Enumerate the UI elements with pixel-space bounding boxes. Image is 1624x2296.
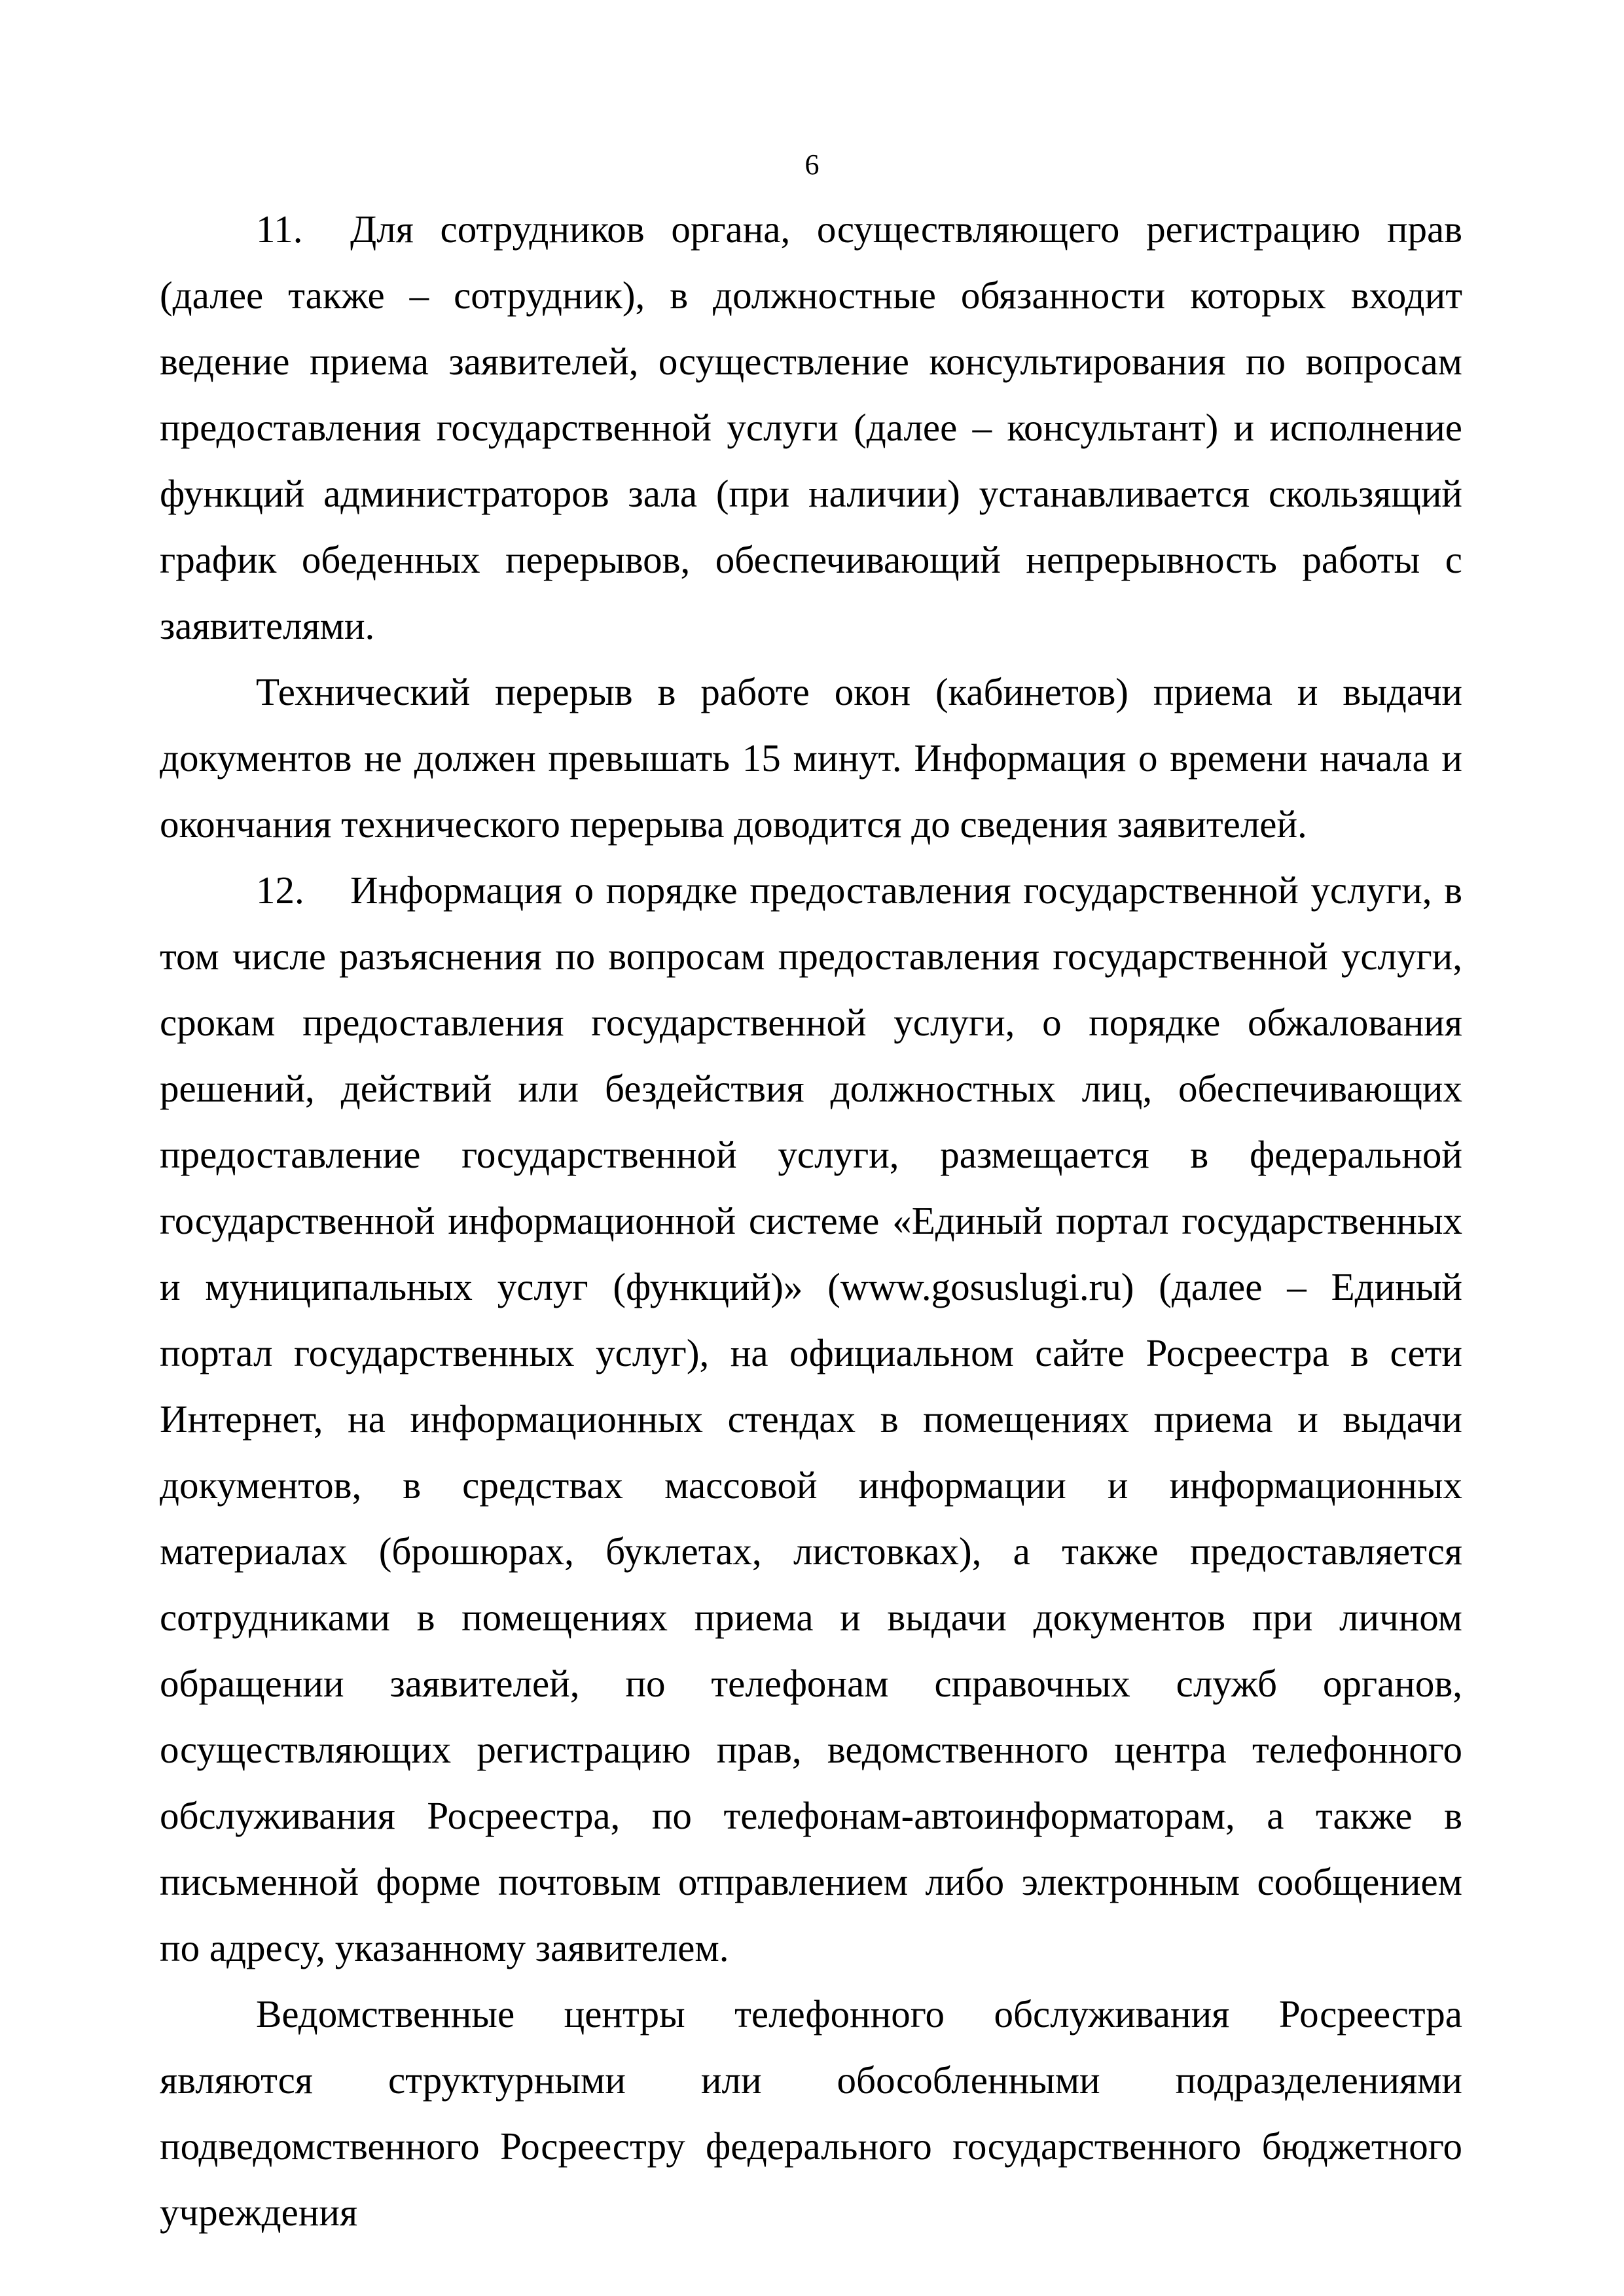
paragraph-text: Ведомственные центры телефонного обслуживания Росреестра являются структурными или обособленными подразделениями подведомственного Росреестру федерального государственного бюджетного учреждения	[160, 1992, 1462, 2234]
paragraph-number: 12.	[256, 869, 304, 912]
page-number: 6	[804, 149, 820, 181]
paragraph-call-centers	[160, 1981, 1462, 2246]
paragraph-12	[160, 857, 1462, 1981]
paragraph-text: Технический перерыв в работе окон (кабинетов) приема и выдачи документов не должен превышать 15 минут. Информация о времени начала и окончания технического перерыва доводится до сведения заявителей.	[160, 670, 1462, 846]
paragraph-number: 11.	[256, 207, 303, 251]
paragraph-text: Для сотрудников органа, осуществляющего регистрацию прав (далее также – сотрудник), в должностные обязанности которых входит ведение приема заявителей, осуществление консультирования по вопросам предоставления государственной услуги (далее – консультант) и исполнение функций администраторов зала (при наличии) устанавливается скользящий график обеденных перерывов, обеспечивающий непрерывность работы с заявителями.	[160, 207, 1462, 647]
paragraph-11	[160, 196, 1462, 659]
document-body	[160, 196, 1462, 2246]
paragraph-text: Информация о порядке предоставления государственной услуги, в том числе разъяснения по вопросам предоставления государственной услуги, срокам предоставления государственной услуги, о порядке обжалования решений, действий или бездействия должностных лиц, обеспечивающих предоставление государственной услуги, размещается в федеральной государственной информационной системе «Единый портал государственных и муниципальных услуг (функций)» (www.gosuslugi.ru) (далее – Единый портал государственных услуг), на официальном сайте Росреестра в сети Интернет, на информационных стендах в помещениях приема и выдачи документов, в средствах массовой информации и информационных материалах (брошюрах, буклетах, листовках), а также предоставляется сотрудниками в помещениях приема и выдачи документов при личном обращении заявителей, по телефонам справочных служб органов, осуществляющих регистрацию прав, ведомственного центра телефонного обслуживания Росреестра, по телефонам-автоинформаторам, а также в письменной форме почтовым отправлением либо электронным сообщением по адресу, указанному заявителем.	[160, 869, 1462, 1969]
paragraph-technical-break	[160, 659, 1462, 857]
